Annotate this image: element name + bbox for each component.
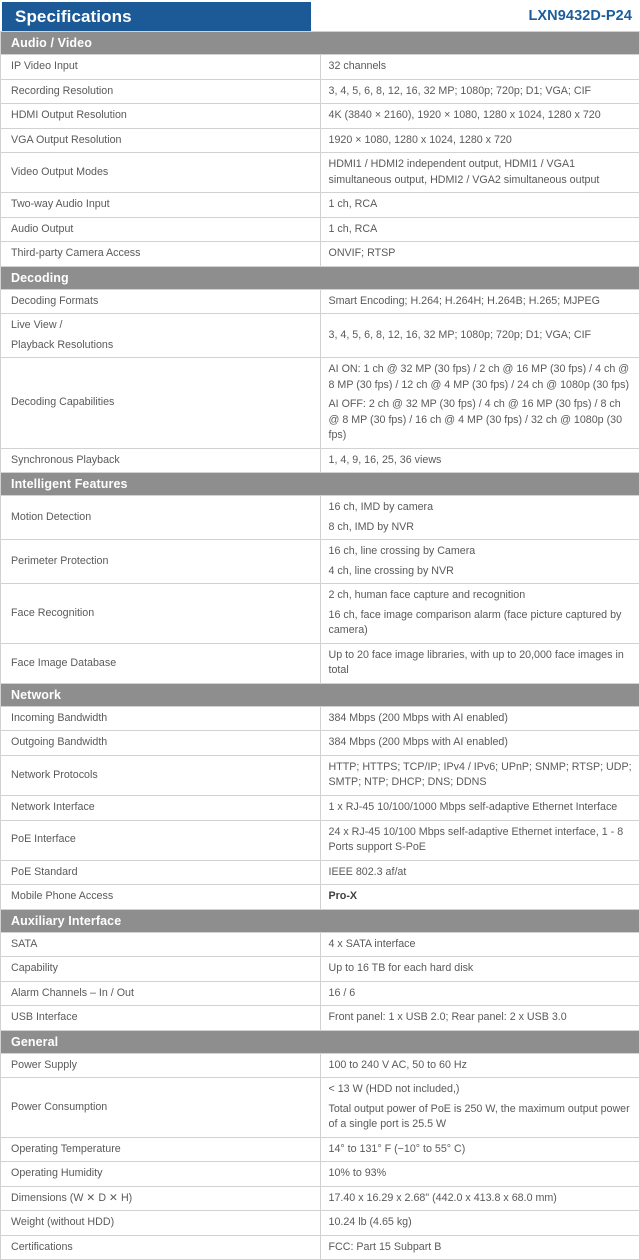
spec-value-line: Front panel: 1 x USB 2.0; Rear panel: 2 x USB 3.0 bbox=[328, 1011, 567, 1024]
spec-label: Decoding Capabilities bbox=[1, 358, 321, 449]
spec-value bbox=[320, 242, 640, 267]
spec-label: Audio Output bbox=[1, 217, 321, 242]
spec-value-line: 1, 4, 9, 16, 25, 36 views bbox=[328, 453, 442, 466]
spec-value-line: 2 ch, human face capture and recognition bbox=[328, 589, 526, 602]
spec-value bbox=[320, 79, 640, 104]
spec-value bbox=[320, 932, 640, 957]
spec-label: Perimeter Protection bbox=[1, 540, 321, 584]
spec-value-line: 3, 4, 5, 6, 8, 12, 16, 32 MP; 1080p; 720p; D1; VGA; CIF bbox=[328, 84, 592, 97]
spec-label: Operating Humidity bbox=[1, 1162, 321, 1187]
table-row bbox=[1, 643, 640, 683]
model-number: LXN9432D-P24 bbox=[528, 8, 632, 24]
spec-value-line: 4 x SATA interface bbox=[328, 937, 416, 950]
table-row bbox=[1, 314, 640, 358]
table-row bbox=[1, 932, 640, 957]
spec-value bbox=[320, 584, 640, 644]
spec-value bbox=[320, 885, 640, 910]
table-row bbox=[1, 104, 640, 129]
spec-value-line: 1920 × 1080, 1280 x 1024, 1280 x 720 bbox=[328, 133, 512, 146]
table-row bbox=[1, 584, 640, 644]
section-header-label: General bbox=[1, 1030, 640, 1053]
section-header-row bbox=[1, 32, 640, 55]
table-row bbox=[1, 860, 640, 885]
table-row bbox=[1, 820, 640, 860]
spec-label: Weight (without HDD) bbox=[1, 1211, 321, 1236]
spec-value bbox=[320, 289, 640, 314]
spec-value bbox=[320, 193, 640, 218]
spec-label: Third-party Camera Access bbox=[1, 242, 321, 267]
spec-value bbox=[320, 1235, 640, 1260]
table-row bbox=[1, 79, 640, 104]
table-row bbox=[1, 55, 640, 80]
spec-value bbox=[320, 314, 640, 358]
spec-value bbox=[320, 1186, 640, 1211]
spec-value-line: Smart Encoding; H.264; H.264H; H.264B; H.265; MJPEG bbox=[328, 294, 600, 307]
spec-label bbox=[1, 314, 321, 358]
spec-label: PoE Standard bbox=[1, 860, 321, 885]
spec-value-line: Pro-X bbox=[328, 890, 358, 903]
spec-label: Face Image Database bbox=[1, 643, 321, 683]
spec-label: Operating Temperature bbox=[1, 1137, 321, 1162]
spec-value-line: 16 ch, face image comparison alarm (face picture captured by camera) bbox=[328, 608, 622, 637]
spec-value-line: ONVIF; RTSP bbox=[328, 247, 396, 260]
spec-label-line: Playback Resolutions bbox=[11, 338, 114, 351]
page-header bbox=[0, 0, 640, 31]
spec-label: Dimensions (W ✕ D ✕ H) bbox=[1, 1186, 321, 1211]
spec-value-line: 3, 4, 5, 6, 8, 12, 16, 32 MP; 1080p; 720p; D1; VGA; CIF bbox=[328, 328, 592, 341]
table-row bbox=[1, 540, 640, 584]
spec-value bbox=[320, 820, 640, 860]
section-header-row bbox=[1, 1030, 640, 1053]
table-row bbox=[1, 1186, 640, 1211]
section-header-label: Network bbox=[1, 683, 640, 706]
spec-value-line: 10.24 lb (4.65 kg) bbox=[328, 1216, 412, 1229]
spec-value bbox=[320, 795, 640, 820]
spec-label: Power Consumption bbox=[1, 1078, 321, 1138]
table-row bbox=[1, 289, 640, 314]
table-row bbox=[1, 755, 640, 795]
table-row bbox=[1, 957, 640, 982]
spec-label: Mobile Phone Access bbox=[1, 885, 321, 910]
spec-value-line: 1 x RJ-45 10/100/1000 Mbps self-adaptive Ethernet Interface bbox=[328, 800, 618, 813]
section-header-label: Auxiliary Interface bbox=[1, 909, 640, 932]
spec-value-line: HTTP; HTTPS; TCP/IP; IPv4 / IPv6; UPnP; SNMP; RTSP; UDP; SMTP; NTP; DHCP; DNS; DDNS bbox=[328, 760, 632, 789]
spec-value-line: 8 ch, IMD by NVR bbox=[328, 520, 415, 533]
spec-label: PoE Interface bbox=[1, 820, 321, 860]
spec-label: Recording Resolution bbox=[1, 79, 321, 104]
table-row bbox=[1, 1162, 640, 1187]
spec-value-line: 17.40 x 16.29 x 2.68" (442.0 x 413.8 x 68.0 mm) bbox=[328, 1191, 557, 1204]
spec-value bbox=[320, 217, 640, 242]
spec-value-line: Up to 16 TB for each hard disk bbox=[328, 962, 474, 975]
table-row bbox=[1, 1235, 640, 1260]
table-row bbox=[1, 242, 640, 267]
spec-value-line: 32 channels bbox=[328, 60, 387, 72]
spec-value-line: < 13 W (HDD not included,) bbox=[328, 1083, 460, 1096]
table-row bbox=[1, 706, 640, 731]
spec-value bbox=[320, 496, 640, 540]
table-row bbox=[1, 153, 640, 193]
spec-label: Face Recognition bbox=[1, 584, 321, 644]
spec-label: Video Output Modes bbox=[1, 153, 321, 193]
specifications-table-body bbox=[1, 32, 640, 1260]
table-row bbox=[1, 1078, 640, 1138]
table-row bbox=[1, 1006, 640, 1031]
table-row bbox=[1, 795, 640, 820]
section-header-row bbox=[1, 909, 640, 932]
spec-value-line: Up to 20 face image libraries, with up to 20,000 face images in total bbox=[328, 648, 624, 677]
spec-label: Outgoing Bandwidth bbox=[1, 731, 321, 756]
spec-value bbox=[320, 128, 640, 153]
spec-value bbox=[320, 104, 640, 129]
table-row bbox=[1, 496, 640, 540]
spec-value-line: 16 ch, line crossing by Camera bbox=[328, 545, 476, 558]
spec-value-line: 14° to 131° F (−10° to 55° C) bbox=[328, 1142, 466, 1155]
spec-value bbox=[320, 1078, 640, 1138]
spec-value bbox=[320, 1211, 640, 1236]
spec-label: USB Interface bbox=[1, 1006, 321, 1031]
spec-value-line: FCC: Part 15 Subpart B bbox=[328, 1240, 442, 1253]
spec-label: Motion Detection bbox=[1, 496, 321, 540]
spec-label: Alarm Channels – In / Out bbox=[1, 981, 321, 1006]
table-row bbox=[1, 1137, 640, 1162]
spec-label: VGA Output Resolution bbox=[1, 128, 321, 153]
page-title: Specifications bbox=[15, 7, 132, 26]
table-row bbox=[1, 1053, 640, 1078]
spec-value-line: 4K (3840 × 2160), 1920 × 1080, 1280 x 1024, 1280 x 720 bbox=[328, 109, 601, 122]
spec-value-line: 16 ch, IMD by camera bbox=[328, 501, 434, 514]
spec-value bbox=[320, 706, 640, 731]
table-row bbox=[1, 731, 640, 756]
table-row bbox=[1, 358, 640, 449]
spec-value-line: 384 Mbps (200 Mbps with AI enabled) bbox=[328, 711, 508, 724]
spec-value bbox=[320, 448, 640, 473]
spec-value-line: 384 Mbps (200 Mbps with AI enabled) bbox=[328, 736, 508, 749]
spec-value bbox=[320, 957, 640, 982]
spec-label-line: Live View / bbox=[11, 319, 63, 332]
spec-value-line: AI OFF: 2 ch @ 32 MP (30 fps) / 4 ch @ 16 MP (30 fps) / 8 ch @ 8 MP (30 fps) / 16 ch @ 4 MP (30 fps) / 32 ch @ 1080p (30 fps) bbox=[328, 398, 623, 442]
spec-value bbox=[320, 55, 640, 80]
spec-label: Incoming Bandwidth bbox=[1, 706, 321, 731]
spec-value bbox=[320, 1162, 640, 1187]
spec-value-line: 4 ch, line crossing by NVR bbox=[328, 564, 454, 577]
spec-value bbox=[320, 358, 640, 449]
spec-value-line: 10% to 93% bbox=[328, 1167, 387, 1180]
section-header-row bbox=[1, 683, 640, 706]
spec-label: Network Protocols bbox=[1, 755, 321, 795]
spec-label: SATA bbox=[1, 932, 321, 957]
spec-label: Power Supply bbox=[1, 1053, 321, 1078]
spec-value bbox=[320, 643, 640, 683]
table-row bbox=[1, 885, 640, 910]
spec-label: Two-way Audio Input bbox=[1, 193, 321, 218]
section-header-label: Audio / Video bbox=[1, 32, 640, 55]
spec-label: IP Video Input bbox=[1, 55, 321, 80]
spec-label: HDMI Output Resolution bbox=[1, 104, 321, 129]
specifications-banner bbox=[0, 0, 311, 31]
spec-label: Decoding Formats bbox=[1, 289, 321, 314]
spec-value bbox=[320, 981, 640, 1006]
table-row bbox=[1, 193, 640, 218]
section-header-label: Intelligent Features bbox=[1, 473, 640, 496]
spec-value-line: 1 ch, RCA bbox=[328, 222, 378, 235]
spec-value bbox=[320, 731, 640, 756]
spec-value-line: 24 x RJ-45 10/100 Mbps self-adaptive Ethernet interface, 1 - 8 Ports support S-PoE bbox=[328, 825, 624, 854]
spec-value bbox=[320, 755, 640, 795]
spec-value-line: 1 ch, RCA bbox=[328, 198, 378, 211]
spec-value bbox=[320, 540, 640, 584]
table-row bbox=[1, 128, 640, 153]
spec-label: Synchronous Playback bbox=[1, 448, 321, 473]
spec-value-line: IEEE 802.3 af/at bbox=[328, 865, 407, 878]
spec-value bbox=[320, 1006, 640, 1031]
spec-value-line: 100 to 240 V AC, 50 to 60 Hz bbox=[328, 1058, 467, 1071]
spec-value-line: HDMI1 / HDMI2 independent output, HDMI1 / VGA1 simultaneous output, HDMI2 / VGA2 simultaneous output bbox=[328, 158, 600, 186]
spec-value-line: AI ON: 1 ch @ 32 MP (30 fps) / 2 ch @ 16 MP (30 fps) / 4 ch @ 8 MP (30 fps) / 12 ch @ 4 MP (30 fps) / 24 ch @ 1080p (30 fps) bbox=[328, 363, 630, 391]
spec-value bbox=[320, 860, 640, 885]
section-header-row bbox=[1, 266, 640, 289]
section-header-row bbox=[1, 473, 640, 496]
table-row bbox=[1, 217, 640, 242]
table-row bbox=[1, 1211, 640, 1236]
spec-label: Network Interface bbox=[1, 795, 321, 820]
spec-value bbox=[320, 153, 640, 193]
spec-value-line: 16 / 6 bbox=[328, 986, 356, 999]
spec-value bbox=[320, 1137, 640, 1162]
specifications-table bbox=[0, 31, 640, 1260]
table-row bbox=[1, 448, 640, 473]
spec-label: Capability bbox=[1, 957, 321, 982]
table-row bbox=[1, 981, 640, 1006]
spec-value bbox=[320, 1053, 640, 1078]
spec-value-line: Total output power of PoE is 250 W, the maximum output power of a single port is 25.5 W bbox=[328, 1102, 630, 1131]
spec-label: Certifications bbox=[1, 1235, 321, 1260]
section-header-label: Decoding bbox=[1, 266, 640, 289]
